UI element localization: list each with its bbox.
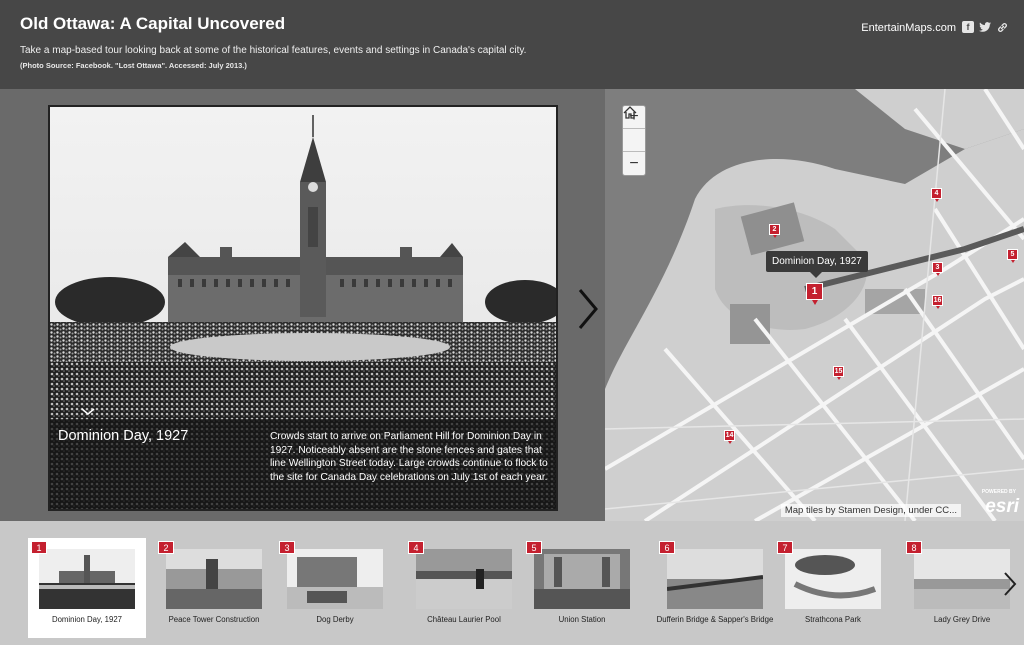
chevron-down-icon[interactable]	[78, 407, 98, 421]
thumbnail-number: 6	[659, 541, 675, 554]
thumbnail-image	[416, 549, 512, 609]
next-slide-button[interactable]	[572, 284, 602, 334]
social-links	[962, 21, 1008, 33]
map-marker-2[interactable]: 2	[769, 224, 780, 235]
thumbnail-label: Peace Tower Construction	[168, 615, 260, 624]
page-title: Old Ottawa: A Capital Uncovered	[20, 14, 286, 33]
thumbnail-number: 7	[777, 541, 793, 554]
map-marker-3[interactable]: 3	[932, 262, 943, 273]
thumbnail-2[interactable]	[155, 538, 273, 638]
map-marker-14[interactable]: 14	[725, 432, 734, 439]
thumbnail-number: 2	[158, 541, 174, 554]
thumbnail-label: Strathcona Park	[805, 615, 861, 624]
zoom-in-button[interactable]: +	[623, 106, 645, 129]
thumbnail-3[interactable]	[276, 538, 394, 638]
thumbnail-image	[534, 549, 630, 609]
thumbnail-5[interactable]	[523, 538, 641, 638]
map-attribution: Map tiles by Stamen Design, under CC...	[781, 504, 961, 517]
thumbnail-label: Dominion Day, 1927	[51, 615, 123, 624]
thumbnail-image	[914, 549, 1010, 609]
map-marker-1[interactable]: 1	[806, 283, 823, 300]
brand-link[interactable]: EntertainMaps.com	[861, 22, 956, 34]
thumbnail-label: Dufferin Bridge & Sapper's Bridge	[656, 615, 774, 624]
thumbnail-1[interactable]	[28, 538, 146, 638]
photo-source: (Photo Source: Facebook. "Lost Ottawa". Accessed: July 2013.)	[20, 61, 247, 70]
map-tiles	[605, 89, 1024, 521]
zoom-out-button[interactable]: −	[629, 154, 639, 172]
thumbnail-7[interactable]	[774, 538, 892, 638]
esri-logo: esri	[985, 496, 1019, 517]
thumbnail-image	[667, 549, 763, 609]
map-marker-15[interactable]: 15	[834, 368, 843, 375]
home-button[interactable]	[623, 129, 645, 152]
facebook-icon[interactable]: f	[962, 21, 974, 33]
carousel-next-button[interactable]	[1001, 569, 1019, 599]
thumbnail-6[interactable]	[656, 538, 774, 638]
thumbnail-number: 8	[906, 541, 922, 554]
thumbnail-image	[39, 549, 135, 609]
link-icon[interactable]	[996, 21, 1008, 33]
thumbnail-image	[166, 549, 262, 609]
thumbnail-number: 5	[526, 541, 542, 554]
thumbnail-label: Lady Grey Drive	[933, 615, 991, 624]
media-frame	[48, 105, 558, 511]
thumbnail-number: 4	[408, 541, 424, 554]
map-popup: Dominion Day, 1927	[766, 251, 868, 272]
map-panel[interactable]	[605, 89, 1024, 521]
page-subtitle: Take a map-based tour looking back at some of the historical features, events and settings in Canada's capital city.	[20, 45, 527, 56]
thumbnail-number: 1	[31, 541, 47, 554]
twitter-icon[interactable]	[979, 21, 991, 33]
map-marker-5[interactable]: 5	[1007, 249, 1018, 260]
esri-powered-by: POWERED BY	[981, 489, 1016, 495]
thumbnail-label: Dog Derby	[316, 615, 354, 624]
thumbnail-label: Union Station	[558, 615, 606, 624]
thumbnail-image	[785, 549, 881, 609]
map-marker-4[interactable]: 4	[931, 188, 942, 199]
media-panel	[0, 89, 605, 521]
thumbnail-4[interactable]	[405, 538, 523, 638]
thumbnail-carousel	[0, 521, 1024, 645]
slide-description: Crowds start to arrive on Parliament Hill for Dominion Day in 1927. Noticeably absent are the stone fences and gates that line Wellington Street today. Large crowds continue to flock to the site for Canada Day celebrations on July 1st of each year.	[270, 431, 548, 483]
zoom-control	[622, 105, 646, 176]
thumbnail-label: Château Laurier Pool	[427, 615, 501, 624]
header	[0, 0, 1024, 89]
thumbnail-image	[287, 549, 383, 609]
slide-title: Dominion Day, 1927	[58, 428, 189, 444]
thumbnail-number: 3	[279, 541, 295, 554]
map-marker-16[interactable]: 16	[933, 297, 942, 304]
